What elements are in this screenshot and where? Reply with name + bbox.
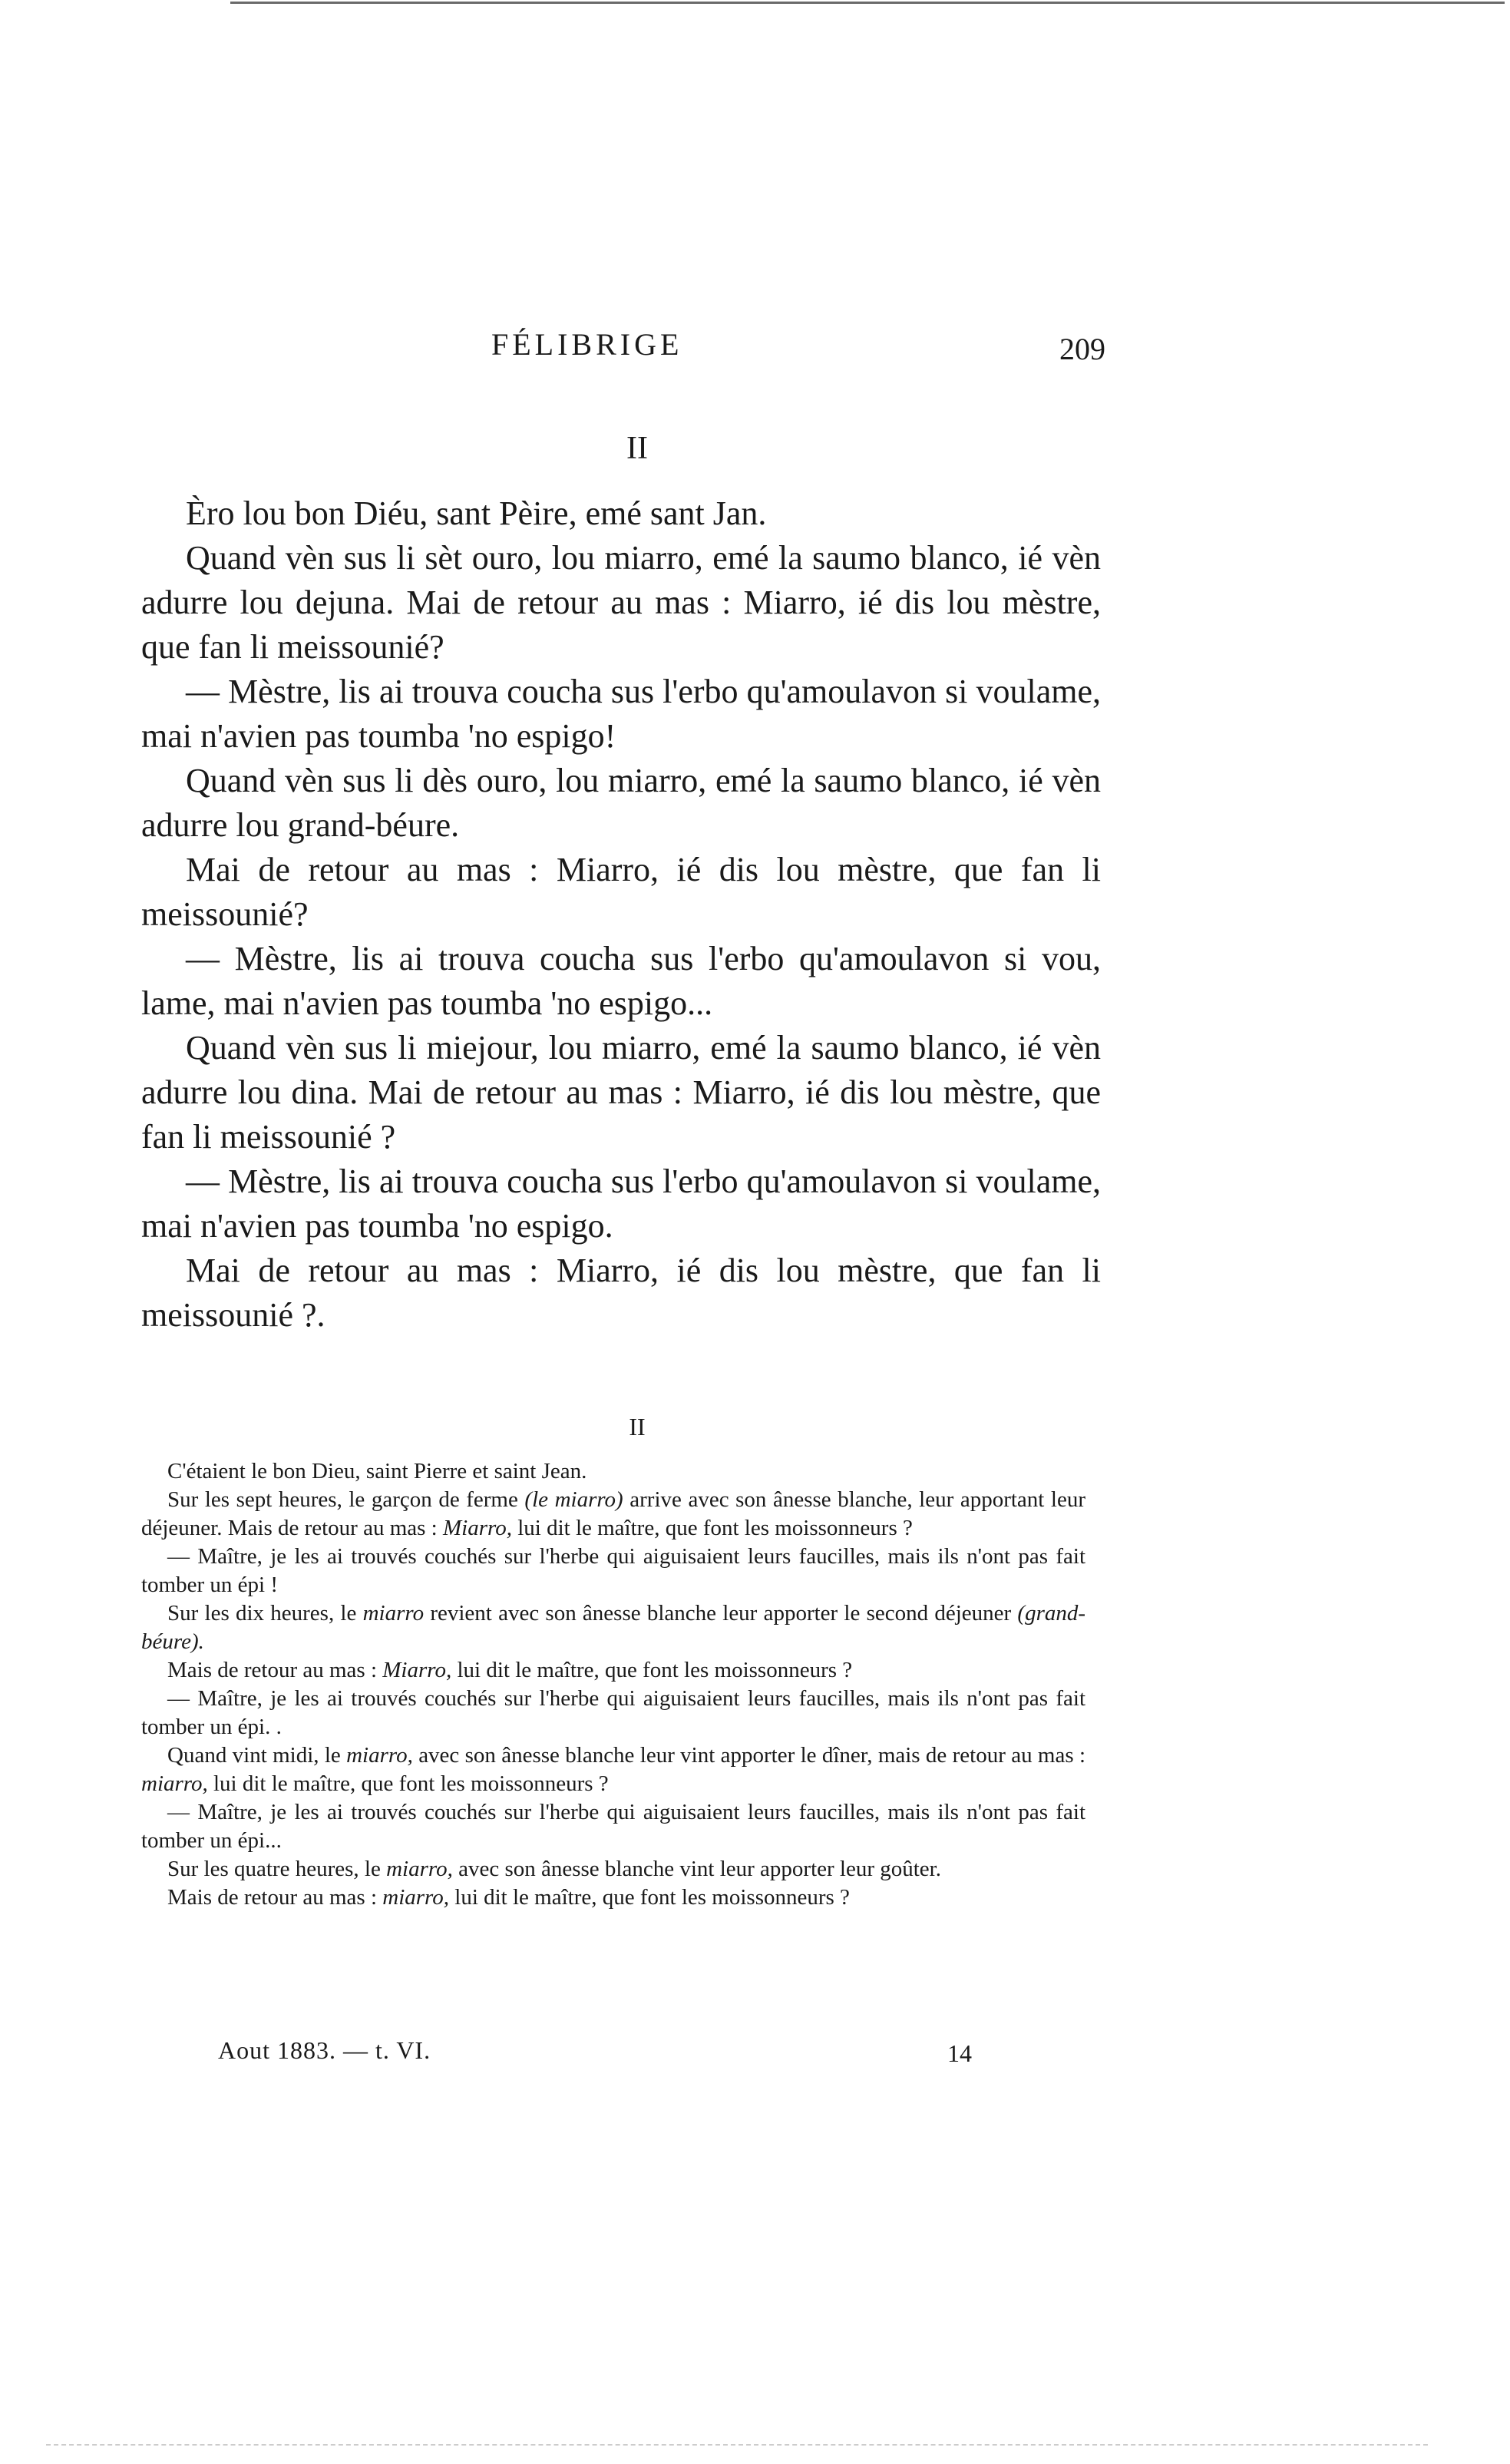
french-paragraph: — Maître, je les ai trouvés couchés sur l'herbe qui aiguisaient leurs faucilles, mais ils n'ont pas fait tomber un épi ! [141,1544,1085,1597]
provencal-section-heading: II [626,431,648,466]
french-paragraph: Sur les quatre heures, le miarro, avec son ânesse blanche vint leur apporter leur goûter. [167,1857,941,1881]
provencal-paragraph: Quand vèn sus li sèt ouro, lou miarro, emé la saumo blanco, ié vèn adurre lou dejuna. Mai de retour au mas : Miarro, ié dis lou mèstre, que fan li meissounié? [141,539,1101,666]
provencal-paragraph: Èro lou bon Diéu, sant Pèire, emé sant Jan. [186,494,767,532]
french-section-heading: II [629,1413,646,1440]
french-paragraph: Mais de retour au mas : Miarro, lui dit le maître, que font les moissonneurs ? [167,1658,853,1682]
french-paragraph: Sur les dix heures, le miarro revient avec son ânesse blanche leur apporter le second déjeuner (grand-béure). [141,1601,1086,1654]
provencal-paragraph: — Mèstre, lis ai trouva coucha sus l'erbo qu'amoulavon si vou, lame, mai n'avien pas toumba 'no espigo... [141,940,1101,1022]
signature-mark: 14 [947,2039,972,2067]
provencal-paragraph: Quand vèn sus li dès ouro, lou miarro, emé la saumo blanco, ié vèn adurre lou grand-béure. [141,762,1101,844]
provencal-paragraph: Quand vèn sus li miejour, lou miarro, emé la saumo blanco, ié vèn adurre lou dina. Mai de retour au mas : Miarro, ié dis lou mèstre, que fan li meissounié ? [141,1029,1101,1156]
french-paragraph: Sur les sept heures, le garçon de ferme (le miarro) arrive avec son ânesse blanche, leur apportant leur déjeuner. Mais de retour au mas : Miarro, lui dit le maître, que font les moissonneurs ? [141,1487,1085,1540]
french-paragraph: — Maître, je les ai trouvés couchés sur l'herbe qui aiguisaient leurs faucilles, mais ils n'ont pas fait tomber un épi. . [141,1686,1085,1739]
bottom-edge-marks [46,2444,1428,2447]
provencal-text [141,491,1101,1338]
french-paragraph: Quand vint midi, le miarro, avec son ânesse blanche leur vint apporter le dîner, mais de retour au mas : miarro, lui dit le maître, que font les moissonneurs ? [141,1743,1085,1796]
french-translation [141,1457,1085,1912]
issue-date: Aout 1883. — t. VI. [218,2036,431,2064]
french-paragraph: C'étaient le bon Dieu, saint Pierre et saint Jean. [167,1459,587,1483]
running-header [184,326,1105,372]
top-rule [230,2,1505,4]
provencal-paragraph: — Mèstre, lis ai trouva coucha sus l'erbo qu'amoulavon si voulame, mai n'avien pas toumba 'no espigo! [141,673,1101,755]
french-paragraph: — Maître, je les ai trouvés couchés sur l'herbe qui aiguisaient leurs faucilles, mais ils n'ont pas fait tomber un épi... [141,1800,1085,1853]
running-title: FÉLIBRIGE [491,327,683,362]
provencal-paragraph: — Mèstre, lis ai trouva coucha sus l'erbo qu'amoulavon si voulame, mai n'avien pas toumba 'no espigo. [141,1163,1101,1245]
provencal-paragraph: Mai de retour au mas : Miarro, ié dis lou mèstre, que fan li meissounié ?. [141,1252,1101,1334]
french-paragraph: Mais de retour au mas : miarro, lui dit le maître, que font les moissonneurs ? [167,1885,850,1910]
provencal-paragraph: Mai de retour au mas : Miarro, ié dis lou mèstre, que fan li meissounié? [141,851,1101,933]
page-number: 209 [1059,332,1105,366]
